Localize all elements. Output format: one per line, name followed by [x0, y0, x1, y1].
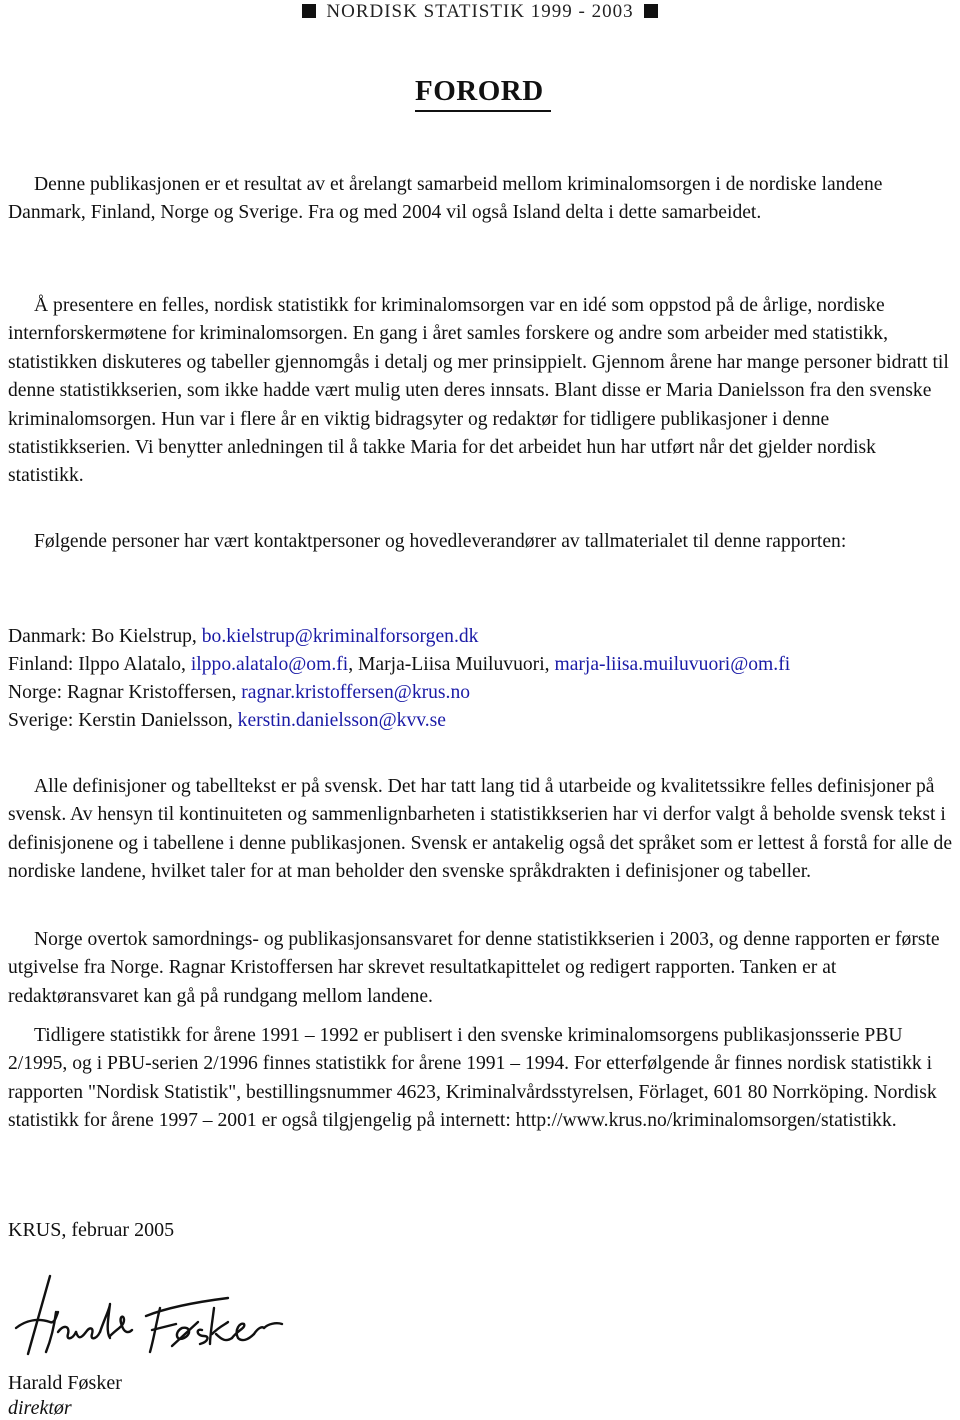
paragraph-coordination: Norge overtok samordnings- og publikasjonsansvaret for denne statistikkserien i 2003, og denne rapporten er første utgivelse fra Norge. Ragnar Kristoffersen har skrevet resultatkapittelet og redigert rapporten. Tanken er at redaktøransvaret kan gå på rundgang mellom landene. [8, 929, 940, 1007]
contact-sweden: Sverige: Kerstin Danielsson, kerstin.danielsson@kvv.se [8, 710, 446, 731]
running-header [0, 0, 960, 24]
signoff-place-date: KRUS, februar 2005 [8, 1219, 175, 1241]
paragraph-language: Alle definisjoner og tabelltekst er på svensk. Det har tatt lang tid å utarbeide og kvalitetssikre felles definisjoner på svensk. Av hensyn til kontinuiteten og sammenlignbarheten i statistikkserien har vi derfor valgt å beholde svensk tekst i definisjonene og i tabellene i denne publikasjonen. Svensk er antakelig også det språket som er lettest å forstå for alle de nordiske landene, hvilket taler for at man beholder den svenske språkdrakten i definisjoner og tabeller. [8, 776, 953, 883]
contact-finland: Finland: Ilppo Alatalo, ilppo.alatalo@om.fi, Marja-Liisa Muiluvuori, marja-liisa.muiluvuori@om.fi [8, 654, 791, 675]
contact-denmark: Danmark: Bo Kielstrup, bo.kielstrup@kriminalforsorgen.dk [8, 626, 479, 647]
paragraph-history: Tidligere statistikk for årene 1991 – 1992 er publisert i den svenske kriminalomsorgens publikasjonsserie PBU 2/1995, og i PBU-serien 2/1996 finnes statistikk for årene 1991 – 1994. For etterfølgende år finnes nordisk statistikk i rapporten "Nordisk Statistik", bestillingsnummer 4623, Kriminalvårdsstyrelsen, Förlaget, 601 80 Norrköping. Nordisk statistikk for årene 1997 – 2001 er også tilgjengelig på internett: http://www.krus.no/kriminalomsorgen/statistikk. [8, 1025, 937, 1132]
signer-role: direktør [8, 1397, 72, 1419]
running-header-text: NORDISK STATISTIK 1999 - 2003 [326, 1, 634, 22]
square-bullet-icon [644, 4, 658, 18]
email-link[interactable]: ragnar.kristoffersen@krus.no [241, 682, 471, 703]
email-link[interactable]: bo.kielstrup@kriminalforsorgen.dk [201, 626, 479, 647]
square-bullet-icon [302, 4, 316, 18]
page-title: FORORD [415, 72, 551, 112]
handwritten-signature [6, 1268, 306, 1360]
paragraph-intro: Denne publikasjonen er et resultat av et årelangt samarbeid mellom kriminalomsorgen i de nordiske landene Danmark, Finland, Norge og Sverige. Fra og med 2004 vil også Island delta i dette samarbeidet. [8, 174, 883, 224]
signer-name: Harald Føsker [8, 1372, 122, 1394]
contact-norway: Norge: Ragnar Kristoffersen, ragnar.kristoffersen@krus.no [8, 682, 471, 703]
contact-list [8, 623, 958, 735]
email-link[interactable]: marja-liisa.muiluvuori@om.fi [554, 654, 791, 675]
email-link[interactable]: ilppo.alatalo@om.fi [190, 654, 349, 675]
email-link[interactable]: kerstin.danielsson@kvv.se [237, 710, 446, 731]
paragraph-background: Å presentere en felles, nordisk statistikk for kriminalomsorgen var en idé som oppstod på de årlige, nordiske internforskermøtene for kriminalomsorgen. En gang i året samles forskere og andre som arbeider med statistikk, statistikken diskuteres og tabeller gjennomgås i detalj og mer prinsippielt. Gjennom årene har mange personer bidratt til denne statistikkserien, som ikke hadde vært mulig uten deres innsats. Blant disse er Maria Danielsson fra den svenske kriminalomsorgen. Hun var i flere år en viktig bidragsyter og redaktør for tidligere publikasjoner i denne statistikkserien. Vi benytter anledningen til å takke Maria for det arbeidet hun har utført når det gjelder nordisk statistikk. [8, 295, 949, 487]
paragraph-contacts-intro: Følgende personer har vært kontaktpersoner og hovedleverandører av tallmaterialet til denne rapporten: [34, 531, 847, 552]
